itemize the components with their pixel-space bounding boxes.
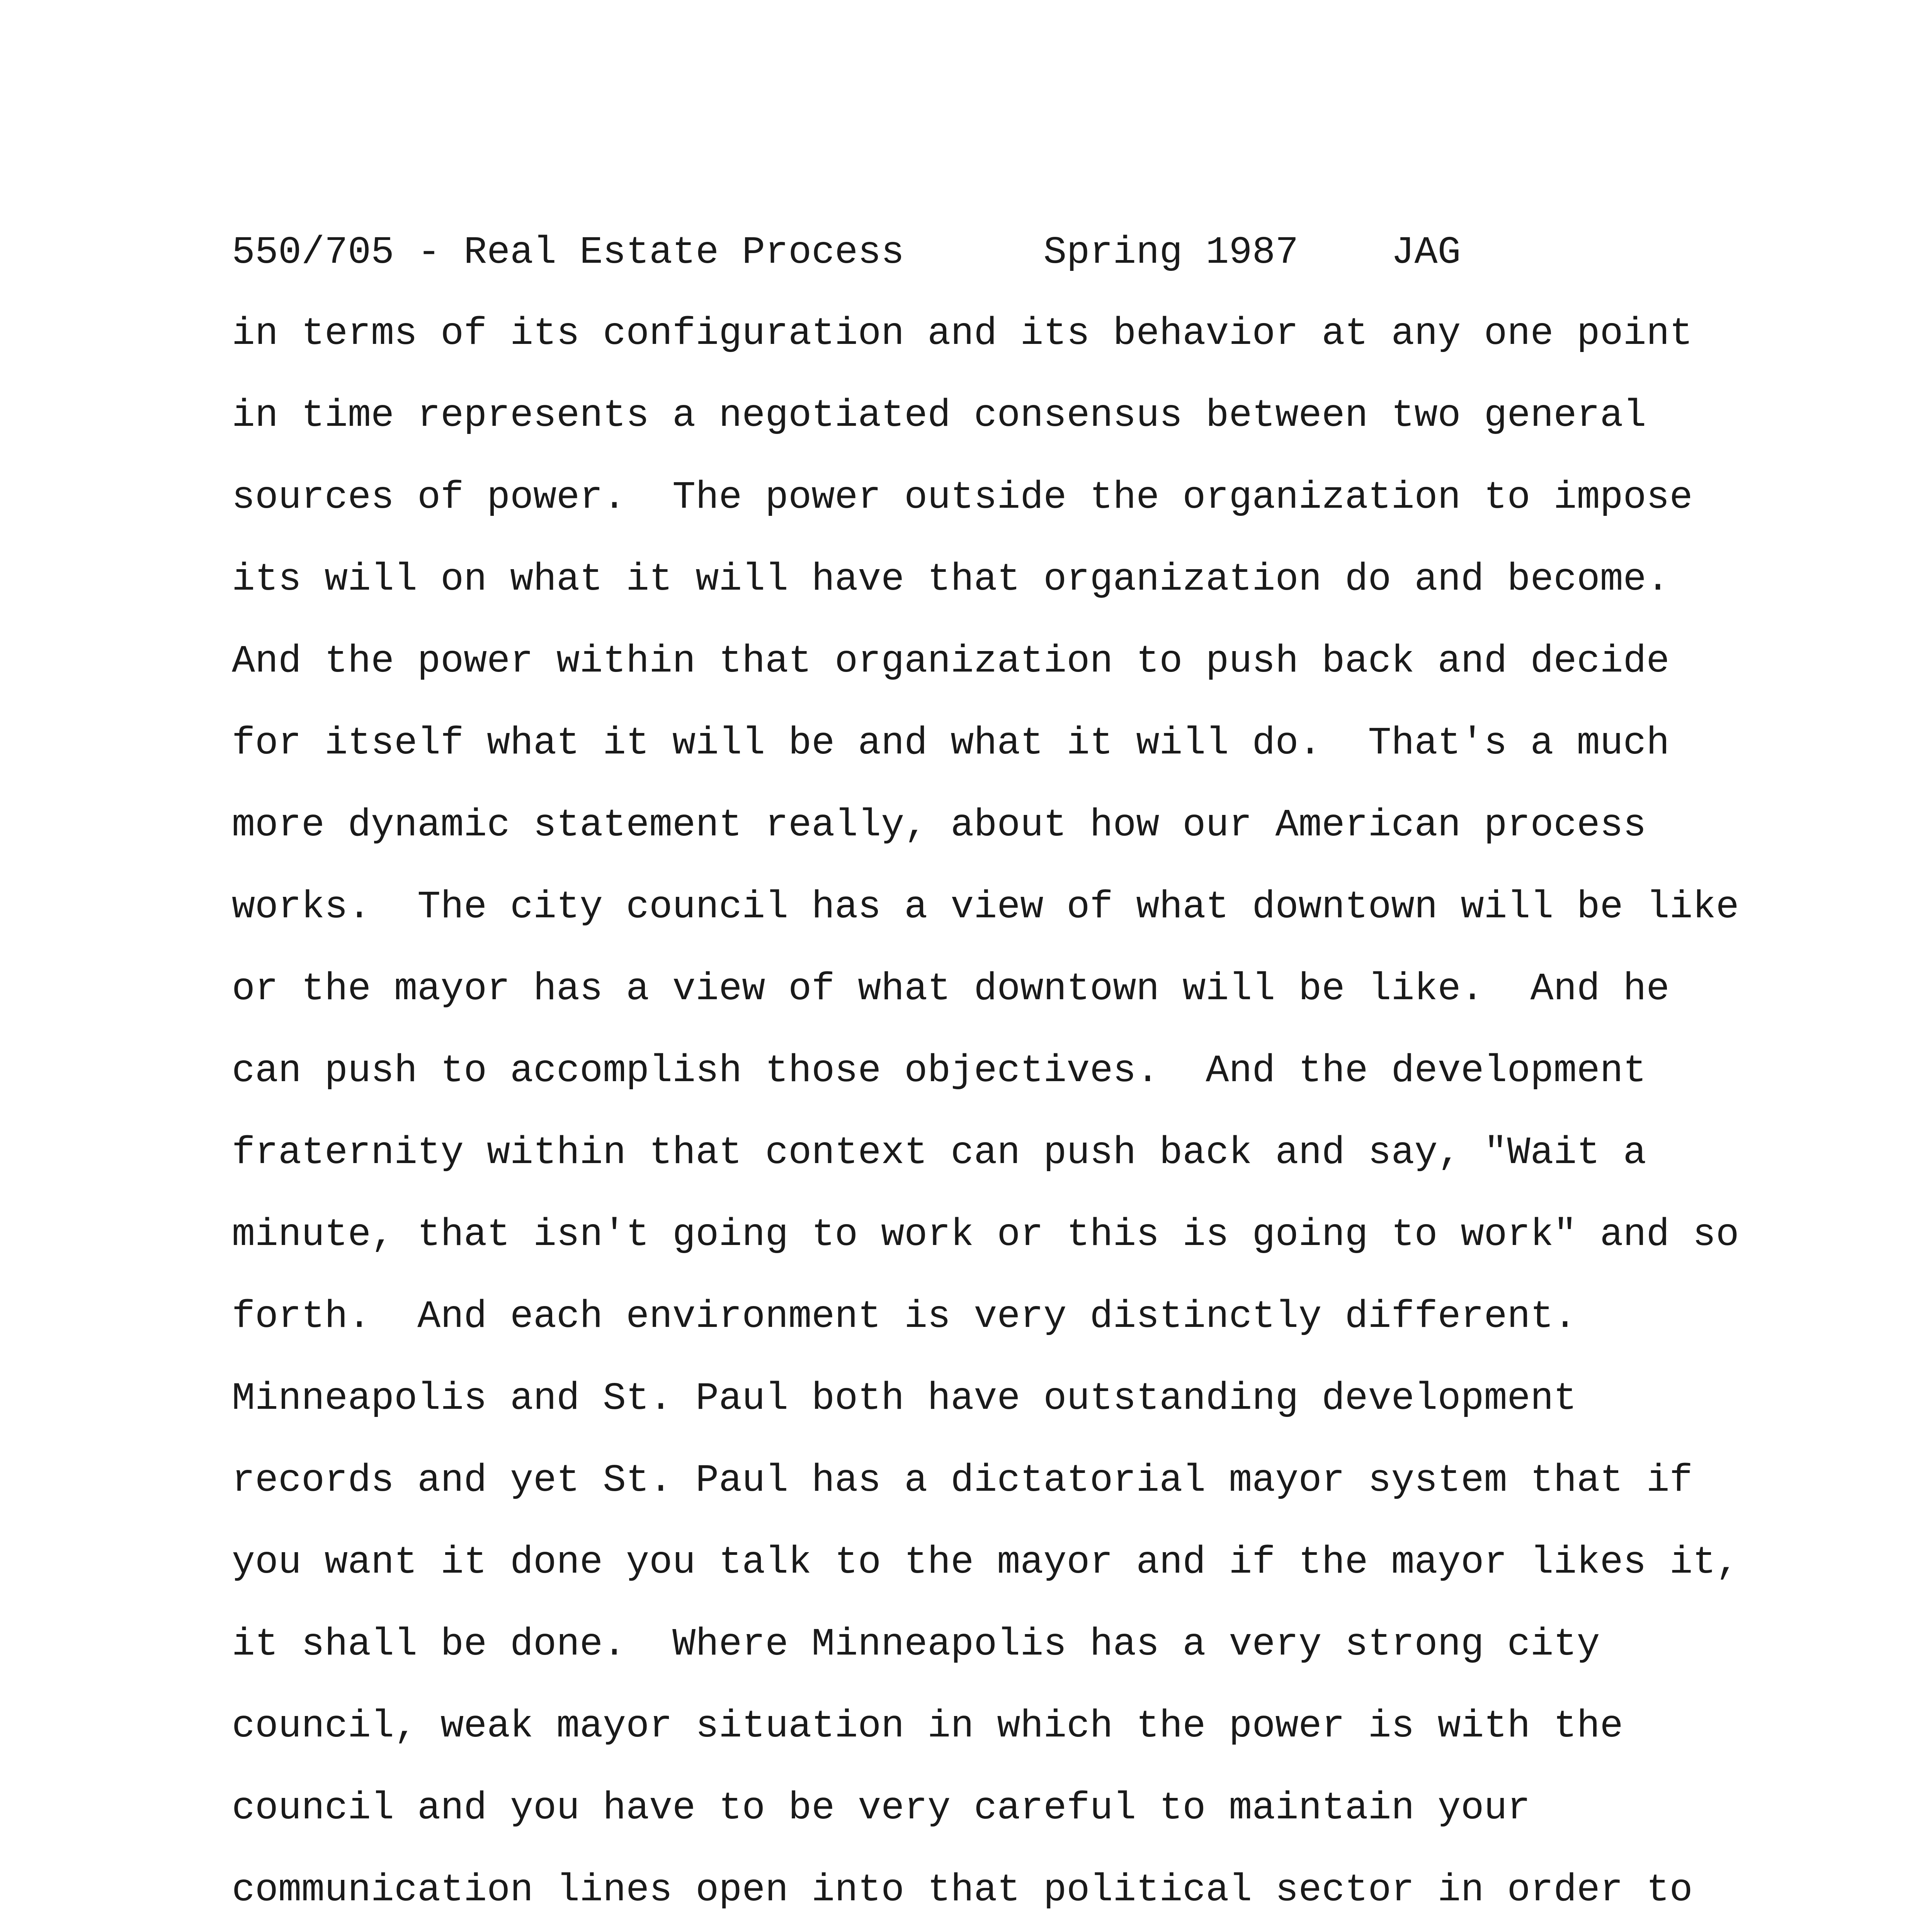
text-line: fraternity within that context can push back and say, "Wait a xyxy=(232,1131,1646,1175)
text-line: records and yet St. Paul has a dictatorial mayor system that if xyxy=(232,1459,1693,1503)
text-line: can push to accomplish those objectives. And the development xyxy=(232,1049,1646,1093)
text-line: Minneapolis and St. Paul both have outstanding development xyxy=(232,1377,1577,1421)
text-line: in time represents a negotiated consensus between two general xyxy=(232,394,1646,438)
text-line: minute, that isn't going to work or this is going to work" and so xyxy=(232,1213,1739,1257)
text-line: council, weak mayor situation in which the power is with the xyxy=(232,1705,1623,1748)
text-line: council and you have to be very careful to maintain your xyxy=(232,1787,1531,1830)
text-line: it shall be done. Where Minneapolis has a very strong city xyxy=(232,1623,1600,1667)
text-line: sources of power. The power outside the organization to impose xyxy=(232,476,1693,520)
text-line: more dynamic statement really, about how our American process xyxy=(232,804,1646,847)
term: Spring 1987 xyxy=(1043,231,1299,275)
text-line: works. The city council has a view of what downtown will be like xyxy=(232,886,1739,929)
text-line: or the mayor has a view of what downtown will be like. And he xyxy=(232,968,1670,1011)
author-initials: JAG xyxy=(1391,231,1461,275)
text-line: communication lines open into that political sector in order to xyxy=(232,1869,1693,1912)
text-line: you want it done you talk to the mayor and if the mayor likes it, xyxy=(232,1541,1739,1585)
text-line: in terms of its configuration and its behavior at any one point xyxy=(232,312,1693,356)
text-line: for itself what it will be and what it will do. That's a much xyxy=(232,722,1670,765)
header-gap xyxy=(1298,231,1391,275)
text-line: its will on what it will have that organization do and become. xyxy=(232,558,1670,602)
transcript-body xyxy=(232,305,1777,1932)
text-line: And the power within that organization to push back and decide xyxy=(232,640,1670,684)
course-title: 550/705 - Real Estate Process xyxy=(232,231,905,275)
text-line: forth. And each environment is very distinctly different. xyxy=(232,1295,1577,1339)
header-gap xyxy=(904,231,1043,275)
page-header xyxy=(232,224,1461,282)
